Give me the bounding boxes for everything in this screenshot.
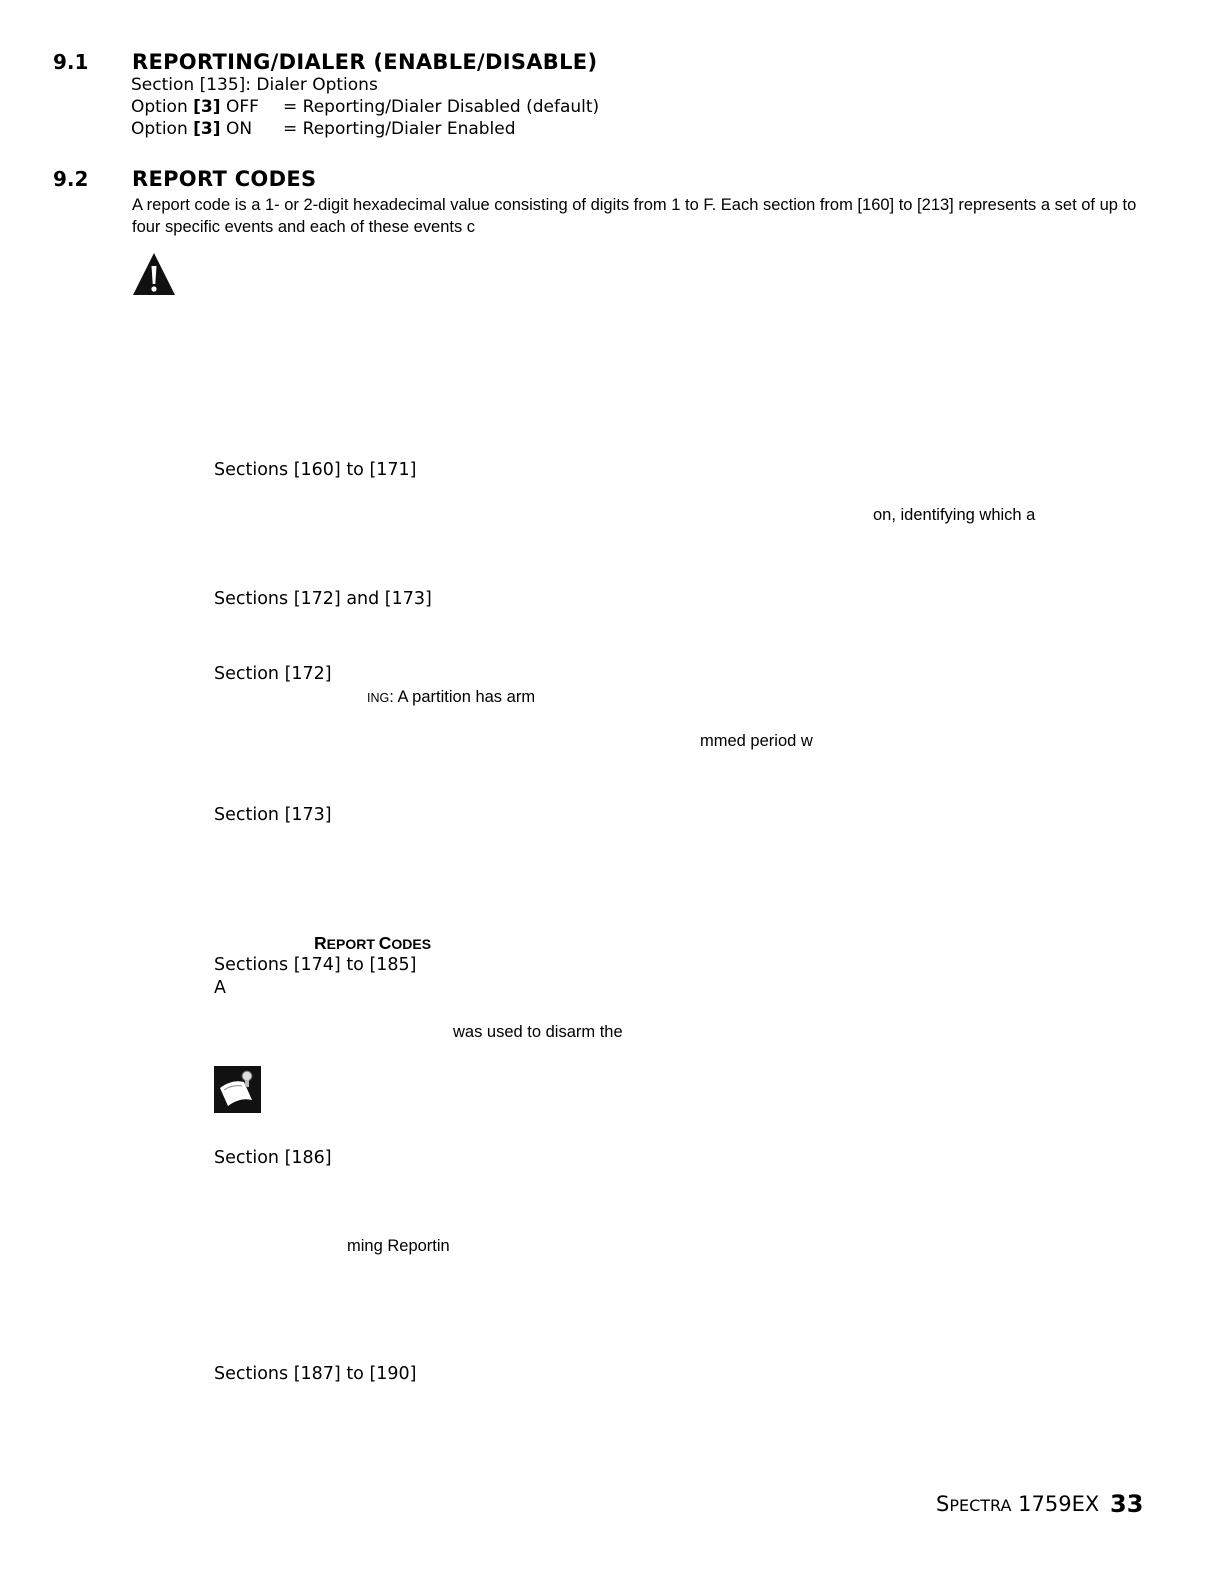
dialer-options-subtitle: Section [135]: Dialer Options <box>131 75 378 95</box>
section-173-heading: Section [173] <box>214 805 332 825</box>
option-description: Reporting/Dialer Disabled (default) <box>302 97 600 117</box>
period-fragment: mmed period w <box>700 732 813 750</box>
footer-pectra: PECTRA <box>949 1496 1012 1515</box>
section-title-9-1: REPORTING/DIALER (ENABLE/DISABLE) <box>132 50 598 74</box>
sc-eport: EPORT <box>326 936 375 952</box>
sections-174-185-heading: Sections [174] to [185] <box>214 955 417 975</box>
footer-model: 1759EX <box>1018 1492 1100 1516</box>
section-number-9-1: 9.1 <box>53 50 89 74</box>
sc-odes: ODES <box>391 936 432 952</box>
section-number-9-2: 9.2 <box>53 167 89 191</box>
option-off-line <box>131 99 259 116</box>
identifying-fragment: on, identifying which a <box>873 506 1036 524</box>
note-icon <box>214 1066 261 1113</box>
footer-product-name <box>936 1494 1099 1515</box>
disarm-fragment: was used to disarm the <box>453 1023 623 1041</box>
arming-rest: : A partition has arm <box>389 688 536 706</box>
reporting-fragment: ming Reportin <box>347 1237 450 1255</box>
sc-r: R <box>314 933 327 953</box>
sections-172-173-heading: Sections [172] and [173] <box>214 589 432 609</box>
letter-a-fragment: A <box>214 978 226 998</box>
report-codes-subheading <box>314 935 431 953</box>
arming-fragment <box>367 689 535 706</box>
sc-c: C <box>378 933 392 953</box>
option-number: [3] <box>193 119 221 139</box>
option-off-desc-line <box>283 99 599 116</box>
section-186-heading: Section [186] <box>214 1148 332 1168</box>
option-description: Reporting/Dialer Enabled <box>302 119 516 139</box>
arming-caps: ING <box>367 691 390 705</box>
equals-sign: = <box>283 119 298 139</box>
option-number: [3] <box>193 97 221 117</box>
option-label: Option <box>131 119 188 139</box>
section-title-9-2: REPORT CODES <box>132 167 317 191</box>
option-on-desc-line <box>283 121 516 138</box>
equals-sign: = <box>283 97 298 117</box>
warning-icon <box>132 252 176 296</box>
report-codes-paragraph: A report code is a 1- or 2-digit hexadecimal value consisting of digits from 1 to F. Each section from [160] to [213] represents a set of up to four specific events and each of these events c <box>132 196 1137 236</box>
sections-160-171-heading: Sections [160] to [171] <box>214 460 417 480</box>
option-state: OFF <box>225 97 259 117</box>
section-172-heading: Section [172] <box>214 664 332 684</box>
option-label: Option <box>131 97 188 117</box>
sections-187-190-heading: Sections [187] to [190] <box>214 1364 417 1384</box>
option-on-line <box>131 121 252 138</box>
footer-s: S <box>936 1492 950 1516</box>
option-state: ON <box>225 119 253 139</box>
page-number: 33 <box>1110 1490 1144 1518</box>
